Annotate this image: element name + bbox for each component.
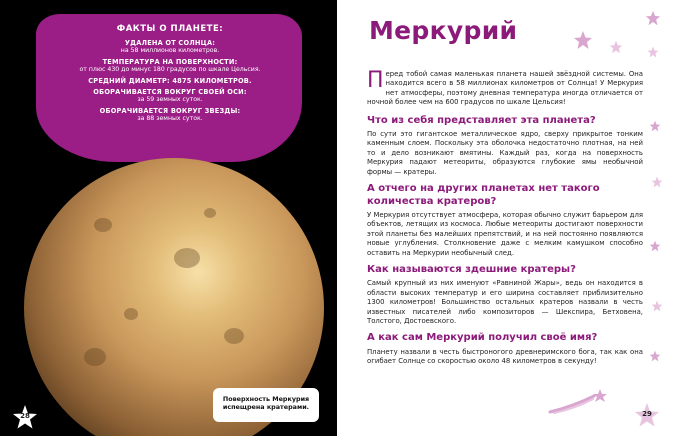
shooting-star-icon [548,388,610,414]
page-number-right [634,402,660,428]
star-icon [649,350,661,362]
fact-heading: ОБОРАЧИВАЕТСЯ ВОКРУГ СВОЕЙ ОСИ: [93,88,247,97]
star-icon [649,120,661,132]
section-heading: А как сам Меркурий получил своё имя? [367,332,598,344]
page-number-left [12,404,38,430]
star-icon [651,300,663,312]
planet-caption: Поверхность Меркурия испещрена кратерами. [213,388,319,422]
fact-item [56,107,284,123]
fact-item [56,77,284,85]
fact-heading: ТЕМПЕРАТУРА НА ПОВЕРХНОСТИ: [102,57,238,66]
article-body [367,70,643,373]
star-icon [651,176,663,188]
intro-paragraph [367,70,643,108]
section-heading: А отчего на других планетах нет такого количества кратеров? [367,183,600,207]
fact-item [56,39,284,55]
page-number: 29 [642,410,652,418]
section-text: У Меркурия отсутствует атмосфера, которая обычно служит барьером для объектов, летящих из космоса. Любые метеориты достигают поверхности этой планеты без малейших препятствий, и на ней постоянно появляются новые углубления. Столкновение даже с мелким камушком способно оставить на Меркурии необычный след. [367,211,643,257]
section-text: По сути это гигантское металлическое ядро, сверху прикрытое тонким каменным слоем. Поскольку эта оболочка недостаточно плотная, на ней то и дело возникают вмятины. Каждый раз, когда на поверхность Меркурия падают метеориты, образуются глубокие ямы необычной формы — кратеры. [367,130,643,176]
star-icon [647,46,659,58]
page-title: Меркурий [369,16,518,45]
facts-title: ФАКТЫ О ПЛАНЕТЕ: [116,24,224,34]
star-icon [573,30,593,50]
fact-value: на 58 миллионов километров. [120,47,220,55]
fact-value: за 88 земных суток. [137,115,203,123]
drop-cap: П [367,68,384,93]
star-icon [649,240,661,252]
intro-text: еред тобой самая маленькая планета нашей звёздной системы. Она находится всего в 58 миллионах километров от Солнца! У Меркурия нет атмосферы, поэтому дневная температура иногда отличается от ночной более чем на 600 градусов по шкале Цельсия! [367,70,643,107]
section-heading: Как называются здешние кратеры? [367,263,576,275]
facts-list [56,24,284,126]
page-number: 28 [20,412,30,420]
section-text: Самый крупный из них именуют «Равниной Жары», ведь он находится в области высоких температур и его ширина составляет приблизительно 1300 километров! Большинство остальных кратеров назвали в честь известных писателей либо композиторов — Шекспира, Бетховена, Толстого, Достоевского. [367,279,643,326]
fact-item [56,88,284,104]
star-icon [609,40,623,54]
fact-item [56,58,284,74]
section-heading: Что из себя представляет эта планета? [367,114,596,126]
fact-heading: СРЕДНИЙ ДИАМЕТР: 4875 КИЛОМЕТРОВ. [88,76,252,85]
star-icon [645,10,661,26]
section-text: Планету назвали в честь быстроногого древнеримского бога, так как она огибает Солнце со скоростью около 48 километров в секунду! [367,347,643,366]
fact-value: от плюс 430 до минус 180 градусов по шкале Цельсия. [79,66,261,74]
right-page [337,0,674,436]
fact-heading: ОБОРАЧИВАЕТСЯ ВОКРУГ ЗВЕЗДЫ: [99,107,241,116]
fact-value: за 59 земных суток. [137,96,203,104]
fact-heading: УДАЛЕНА ОТ СОЛНЦА: [124,39,216,47]
